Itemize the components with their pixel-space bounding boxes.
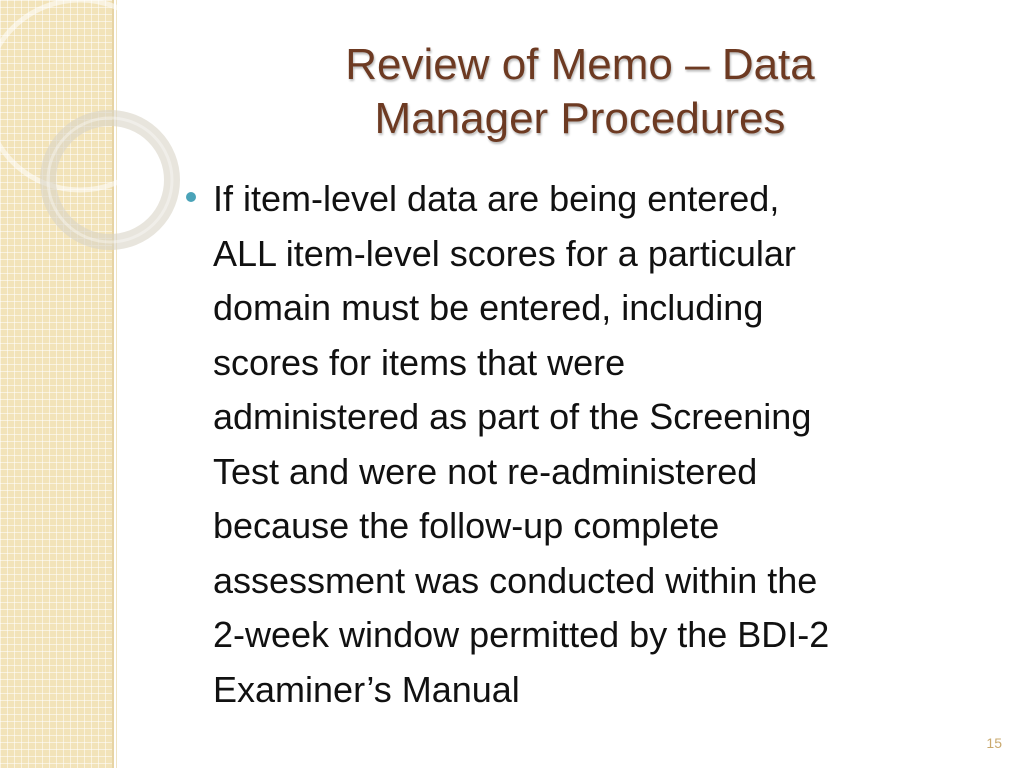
slide-number: 15: [986, 735, 1002, 751]
bullet-list: [180, 172, 1000, 717]
slide-title-text: Review of Memo – Data Manager Procedures: [345, 40, 815, 143]
slide-title: [180, 38, 980, 146]
bullet-item: [180, 172, 1000, 717]
bullet-text: If item-level data are being entered, ALL item-level scores for a particular domain must be entered, including scores for items that were administered as part of the Screening Test and were not re-administered because the follow-up complete assessment was conducted within the 2-week window permitted by the BDI-2 Examiner’s Manual: [213, 178, 830, 710]
bullet-dot-icon: [186, 192, 196, 202]
